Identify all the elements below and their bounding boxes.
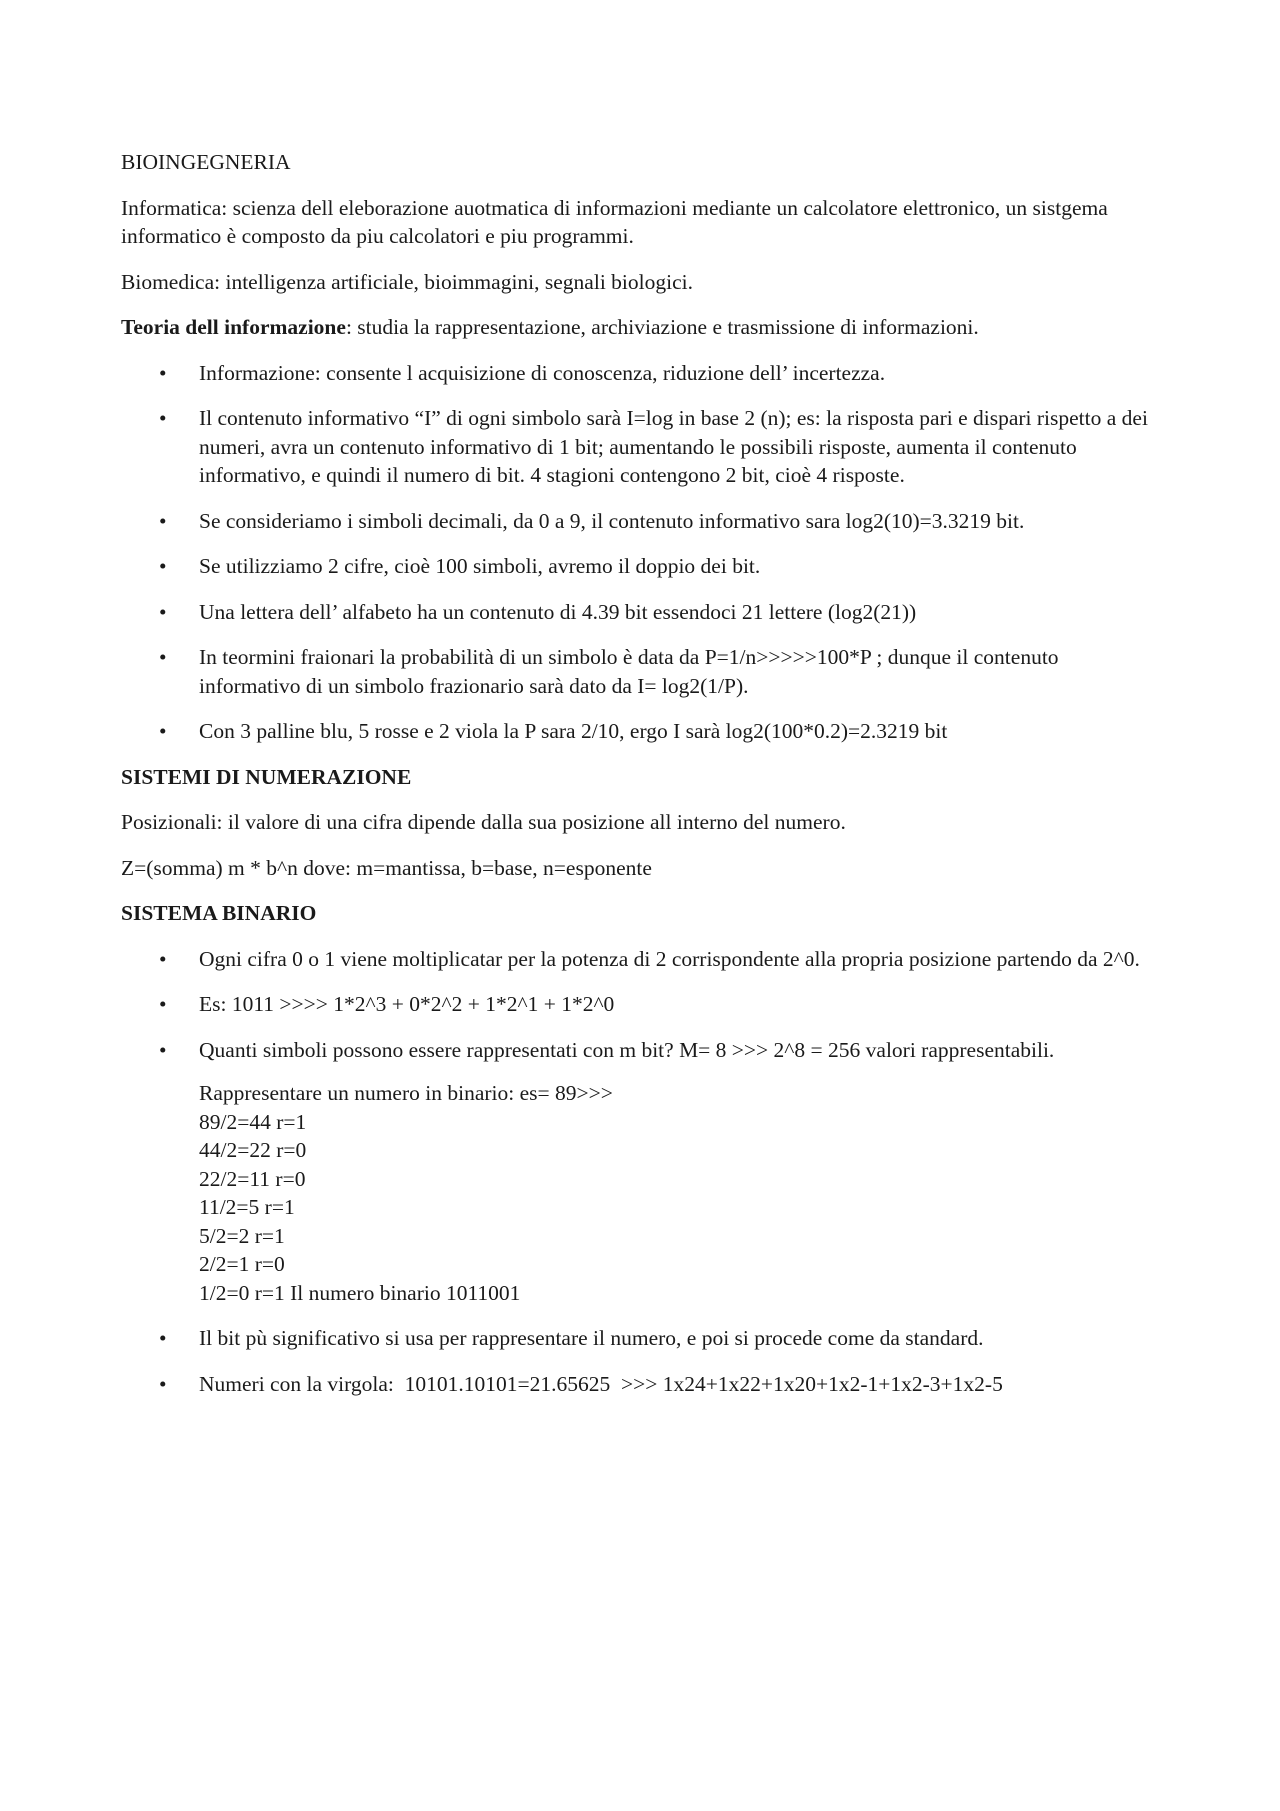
bullet-icon: •: [159, 1037, 167, 1062]
bullet-icon: •: [159, 645, 167, 669]
list-item-text: Ogni cifra 0 o 1 viene moltiplicatar per la potenza di 2 corrispondente alla propria posizione partendo da 2^0.: [199, 946, 1140, 971]
list-item: [121, 598, 1161, 627]
paragraph-biomedica: Biomedica: intelligenza artificiale, bioimmagini, segnali biologici.: [121, 269, 693, 294]
bullet-icon: •: [159, 599, 167, 624]
conversion-line: 89/2=44 r=1: [199, 1109, 307, 1134]
list-item-text: Numeri con la virgola: 10101.10101=21.65625 >>> 1x24+1x22+1x20+1x2-1+1x2-3+1x2-5: [199, 1371, 1003, 1396]
document-title: BIOINGEGNERIA: [121, 150, 291, 174]
conversion-line: 11/2=5 r=1: [199, 1195, 295, 1219]
list-item: [121, 1324, 1161, 1353]
paragraph-informatica: Informatica: scienza dell eleborazione auotmatica di informazioni mediante un calcolatore elettronico, un sistgema informatico è composto da piu calcolatori e piu programmi.: [121, 195, 1108, 248]
conversion-line: Rappresentare un numero in binario: es= 89>>>: [199, 1081, 613, 1105]
paragraph-teoria: [121, 313, 1161, 342]
bullet-icon: •: [159, 554, 167, 578]
list-item-text: Se consideriamo i simboli decimali, da 0 a 9, il contenuto informativo sara log2(10)=3.3219 bit.: [199, 508, 1025, 533]
final-bullet-list: [121, 1324, 1161, 1398]
document-page: [121, 148, 1161, 1415]
list-item-text: Con 3 palline blu, 5 rosse e 2 viola la P sara 2/10, ergo I sarà log2(100*0.2)=2.3219 bit: [199, 719, 948, 743]
conversion-line: 1/2=0 r=1 Il numero binario 1011001: [199, 1280, 521, 1305]
bullet-icon: •: [159, 946, 167, 971]
list-item: [121, 945, 1161, 974]
list-item: [121, 552, 1161, 581]
list-item-text: Quanti simboli possono essere rappresentati con m bit? M= 8 >>> 2^8 = 256 valori rappresentabili.: [199, 1037, 1055, 1062]
bullet-icon: •: [159, 992, 167, 1016]
conversion-line: 44/2=22 r=0: [199, 1138, 307, 1162]
list-item-text: Il bit pù significativo si usa per rappresentare il numero, e poi si procede come da standard.: [199, 1326, 984, 1350]
list-item-text: Il contenuto informativo “I” di ogni simbolo sarà I=log in base 2 (n); es: la risposta pari e dispari rispetto a dei numeri, avra un contenuto informativo di 1 bit; aumentando le possibili risposte, aumenta il contenuto informativo, e quindi il numero di bit. 4 stagioni contengono 2 bit, cioè 4 risposte.: [199, 406, 1148, 487]
bullet-icon: •: [159, 1371, 167, 1396]
list-item-text: Se utilizziamo 2 cifre, cioè 100 simboli, avremo il doppio dei bit.: [199, 554, 761, 578]
conversion-line: 2/2=1 r=0: [199, 1252, 285, 1276]
heading-sistemi-numerazione: SISTEMI DI NUMERAZIONE: [121, 764, 412, 789]
list-item-text: Una lettera dell’ alfabeto ha un contenuto di 4.39 bit essendoci 21 lettere (log2(21)): [199, 599, 917, 624]
heading-sistema-binario: SISTEMA BINARIO: [121, 901, 317, 925]
list-item: [121, 1036, 1161, 1065]
conversion-line: 5/2=2 r=1: [199, 1223, 285, 1248]
list-item-text: Es: 1011 >>>> 1*2^3 + 0*2^2 + 1*2^1 + 1*2^0: [199, 992, 615, 1016]
list-item: [121, 404, 1161, 490]
bullet-icon: •: [159, 406, 167, 430]
bullet-icon: •: [159, 508, 167, 533]
bullet-icon: •: [159, 360, 167, 385]
list-item: [121, 507, 1161, 536]
bullet-icon: •: [159, 719, 167, 743]
list-item: [121, 359, 1161, 388]
binary-conversion-block: [121, 1079, 1161, 1307]
paragraph-posizionali: Posizionali: il valore di una cifra dipende dalla sua posizione all interno del numero.: [121, 810, 846, 834]
teoria-bullet-list: [121, 359, 1161, 746]
teoria-definition: : studia la rappresentazione, archiviazione e trasmissione di informazioni.: [345, 315, 979, 339]
bullet-icon: •: [159, 1326, 167, 1350]
list-item: [121, 990, 1161, 1019]
conversion-line: 22/2=11 r=0: [199, 1166, 306, 1191]
binario-bullet-list: [121, 945, 1161, 1065]
list-item-text: Informazione: consente l acquisizione di conoscenza, riduzione dell’ incertezza.: [199, 360, 886, 385]
list-item: [121, 717, 1161, 746]
paragraph-formula: Z=(somma) m * b^n dove: m=mantissa, b=base, n=esponente: [121, 855, 652, 880]
list-item: [121, 643, 1161, 700]
list-item-text: In teormini fraionari la probabilità di un simbolo è data da P=1/n>>>>>100*P ; dunque il contenuto informativo di un simbolo frazionario sarà dato da I= log2(1/P).: [199, 645, 1059, 698]
teoria-bold-term: Teoria dell informazione: [121, 315, 346, 339]
list-item: [121, 1370, 1161, 1399]
